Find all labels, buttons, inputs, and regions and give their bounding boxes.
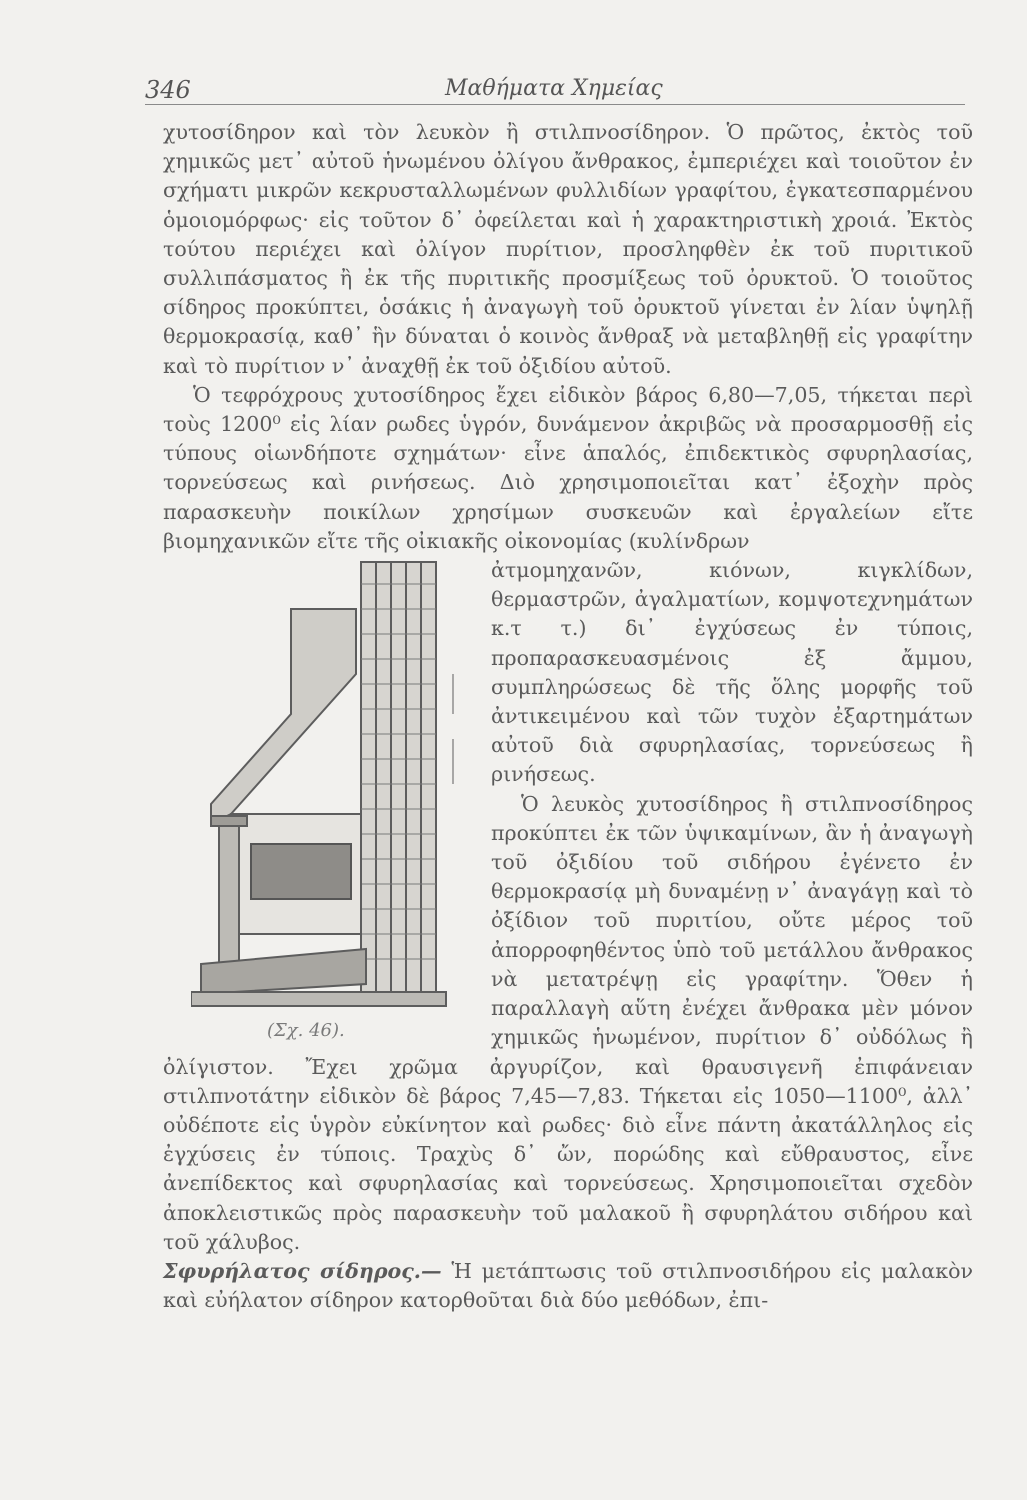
header-rule <box>145 104 965 105</box>
furnace-figure <box>163 556 485 1041</box>
page-number: 346 <box>145 76 191 104</box>
furnace-illustration <box>191 554 461 1014</box>
paragraph-1: χυτοσίδηρον καὶ τὸν λευκὸν ἢ στιλπνοσίδηρον. Ὁ πρῶτος, ἐκτὸς τοῦ χημικῶς μετ᾿ αὐτοῦ ἡνωμένου ὀλίγου ἄνθρακος, ἐμπεριέχει καὶ τοιοῦτον ἐν σχήματι μικρῶν κεκρυσταλλωμένων φυλλιδίων γραφίτου, ἐγκατεσπαρμένου ὁμοιομόρφως· εἰς τοῦτον δ᾿ ὀφείλεται καὶ ἡ χαρακτηριστικὴ χροιά. Ἐκτὸς τούτου περιέχει καὶ ὀλίγον πυρίτιον, προσληφθὲν ἐκ τοῦ πυριτικοῦ συλλιπάσματος ἢ ἐκ τῆς πυριτικῆς προσμίξεως τοῦ ὀρυκτοῦ. Ὁ τοιοῦτος σίδηρος προκύπτει, ὁσάκις ἡ ἀναγωγὴ τοῦ ὀρυκτοῦ γίνεται ἐν λίαν ὑψηλῇ θερμοκρασίᾳ, καθ᾿ ἣν δύναται ὁ κοινὸς ἄνθραξ νὰ μεταβληθῇ εἰς γραφίτην καὶ τὸ πυρίτιον ν᾿ ἀναχθῇ ἐκ τοῦ ὀξιδίου αὐτοῦ. <box>163 120 973 378</box>
paragraph-3: Ὁ λευκὸς χυτοσίδηρος ἢ στιλπνοσίδηρος προκύπτει ἐκ τῶν ὑψικαμίνων, ἂν ἡ ἀναγωγὴ τοῦ ὀξιδίου τοῦ σιδήρου ἐγένετο ἐν θερμοκρασίᾳ μὴ δυναμένῃ ν᾿ ἀναγάγῃ καὶ τὸ ὀξίδιον τοῦ πυριτίου, οὔτε μέρος τοῦ ἀπορροφηθέντος ὑπὸ τοῦ μετάλλου ἄνθρακος νὰ μετατρέψῃ εἰς γραφίτην. Ὅθεν ἡ παραλλαγὴ αὕτη ἐνέχει ἄνθρακα μὲν μόνον χημικῶς ἡνωμένον, πυρίτιον δ᾿ οὐδόλως ἢ ὀλίγιστον. Ἔχει χρῶμα ἀργυρίζον, καὶ θραυσιγενῆ ἐπιφάνειαν στιλπνοτάτην εἰδικὸν δὲ βάρος 7,45—7,83. Τήκεται εἰς 1050—1100⁰, ἀλλ᾿ οὐδέποτε εἰς ὑγρὸν εὐκίνητον καὶ ρωδες· διὸ εἶνε πάντη ἀκατάλληλος εἰς ἐγχύσεις ἐν τύποις. Τραχὺς δ᾿ ὤν, πορώδης καὶ εὔθραυστος, εἶνε ἀνεπίδεκτος καὶ σφυρηλασίας καὶ τορνεύσεως. Χρησιμοποιεῖται σχεδὸν ἀποκλειστικῶς πρὸς παρασκευὴν τοῦ μαλακοῦ ἢ σφυρηλάτου σιδήρου καὶ τοῦ χάλυβος. <box>163 791 973 1254</box>
paragraph-4-text: Ἡ μετάπτωσις τοῦ στιλπνοσιδήρου εἰς μαλακὸν καὶ εὐήλατον σίδηρον κατορθοῦται διὰ δύο μεθόδων, ἐπι- <box>163 1258 973 1313</box>
paragraph-2: Ὁ τεφρόχρους χυτοσίδηρος ἔχει εἰδικὸν βάρος 6,80—7,05, τήκεται περὶ τοὺς 1200⁰ εἰς λίαν ρωδες ὑγρόν, δυνάμενον ἀκριβῶς νὰ προσαρμοσθῇ εἰς τύπους οἱωνδήποτε σχημάτων· εἶνε ἁπαλός, ἐπιδεκτικὸς σφυρηλασίας, τορνεύσεως καὶ ρινήσεως. Διὸ χρησιμοποιεῖται κατ᾿ ἐξοχὴν πρὸς παρασκευὴν ποικίλων χρησίμων συσκευῶν καὶ ἐργαλείων εἴτε βιομηχανικῶν εἴτε τῆς οἰκιακῆς οἰκονομίας (κυλίνδρων <box>163 382 973 553</box>
page-body <box>163 118 973 1315</box>
figure-caption: (Σχ. 46). <box>267 1020 345 1042</box>
running-title: Μαθήματα Χημείας <box>445 76 663 101</box>
page-header <box>145 70 965 106</box>
section-heading: Σφυρήλατος σίδηρος.— <box>163 1258 442 1283</box>
paragraph-2-continued: ἀτμομηχανῶν, κιόνων, κιγκλίδων, θερμαστρῶν, ἀγαλματίων, κομψοτεχνημάτων κ.τ τ.) δι᾿ ἐγχύσεως ἐν τύποις, προπαρασκευασμένοις ἐξ ἄμμου, συμπληρώσεως δὲ τῆς ὅλης μορφῆς τοῦ ἀντικειμένου καὶ τῶν τυχὸν ἐξαρτημάτων αὐτοῦ διὰ σφυρηλασίας, τορνεύσεως ἢ ρινήσεως. <box>491 558 973 787</box>
paragraph-4 <box>163 1257 973 1315</box>
